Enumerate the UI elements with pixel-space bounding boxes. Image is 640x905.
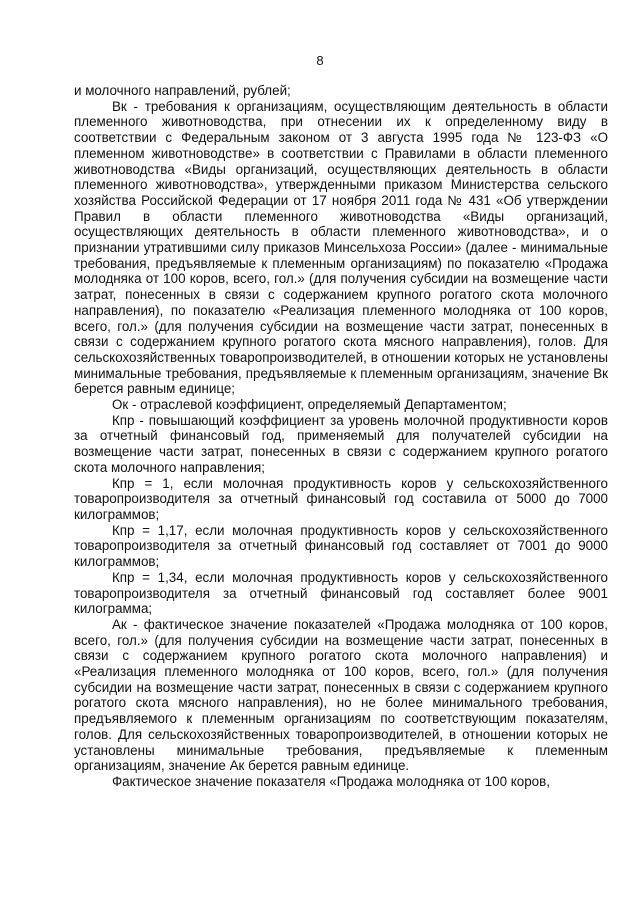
paragraph-vk-definition: Вк - требования к организациям, осуществляющим деятельность в области племенного животноводства, при отнесении их к определенному виду в соответствии с Федеральным законом от 3 августа 1995 года № 123-ФЗ «О племенном животноводстве» в соответствии с Правилами в области племенного животноводства «Виды организаций, осуществляющих деятельность в области племенного животноводства», утвержденными приказом Министерства сельского хозяйства Российской Федерации от 17 ноября 2011 года № 431 «Об утверждении Правил в области племенного животноводства «Виды организаций, осуществляющих деятельность в области племенного животноводства», и о признании утратившими силу приказов Минсельхоза России» (далее - минимальные требования, предъявляемые к племенным организациям) по показателю «Продажа молодняка от 100 коров, всего, гол.» (для получения субсидии на возмещение части затрат, понесенных в связи с содержанием крупного рогатого скота молочного направления), по показателю «Реализация племенного молодняка от 100 коров, всего, гол.» (для получения субсидии на возмещение части затрат, понесенных в связи с содержанием крупного рогатого скота мясного направления), голов. Для сельскохозяйственных товаропроизводителей, в отношении которых не установлены минимальные требования, предъявляемые к племенным организациям, значение Вк берется равным единице; <box>74 98 608 397</box>
paragraph-kpr-level-2: Кпр = 1,17, если молочная продуктивность коров у сельскохозяйственного товаропроизводителя за отчетный финансовый год составляет от 7001 до 9000 килограммов; <box>74 522 608 570</box>
document-body <box>74 83 608 790</box>
page-number: 8 <box>316 53 324 68</box>
paragraph-kpr-level-1: Кпр = 1, если молочная продуктивность коров у сельскохозяйственного товаропроизводителя за отчетный финансовый год составила от 5000 до 7000 килограммов; <box>74 475 608 522</box>
paragraph-ok-definition: Ок - отраслевой коэффициент, определяемый Департаментом; <box>112 397 507 413</box>
paragraph-ak-definition: Ак - фактическое значение показателей «Продажа молодняка от 100 коров, всего, гол.» (для получения субсидии на возмещение части затрат, понесенных в связи с содержанием крупного рогатого скота молочного направления) и «Реализация племенного молодняка от 100 коров, всего, гол.» (для получения субсидии на возмещение части затрат, понесенных в связи с содержанием крупного рогатого скота мясного направления), но не более минимального требования, предъявляемого к племенным организациям по соответствующим показателям, голов. Для сельскохозяйственных товаропроизводителей, в отношении которых не установлены минимальные требования, предъявляемые к племенным организациям, значение Ак берется равным единице. <box>74 616 608 774</box>
paragraph-continuation: и молочного направлений, рублей; <box>74 83 291 98</box>
paragraph-kpr-level-3: Кпр = 1,34, если молочная продуктивность коров у сельскохозяйственного товаропроизводителя за отчетный финансовый год составляет более 9001 килограмма; <box>74 569 608 617</box>
paragraph-kpr-definition: Кпр - повышающий коэффициент за уровень молочной продуктивности коров за отчетный финансовый год, применяемый для получателей субсидии на возмещение части затрат, понесенных в связи с содержанием крупного рогатого скота молочного направления; <box>74 412 608 475</box>
paragraph-actual-value: Фактическое значение показателя «Продажа молодняка от 100 коров, <box>112 773 550 789</box>
